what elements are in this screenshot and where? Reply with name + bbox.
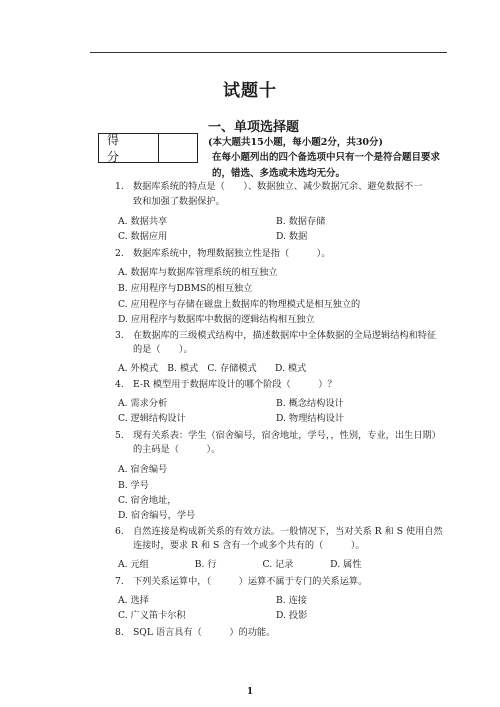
question-text: SQL 语言具有（ ）的功能。 bbox=[133, 627, 276, 638]
question-text: 的主码是（ ）。 bbox=[133, 444, 221, 455]
option-d: D. 数据 bbox=[276, 231, 308, 242]
question-number: 4. bbox=[115, 379, 124, 390]
option-d: D. 应用程序与数据库中数据的逻辑结构相互独立 bbox=[118, 314, 315, 325]
option-b: B. 应用程序与DBMS的相互独立 bbox=[118, 283, 253, 294]
section-instruction: 在每小题列出的四个备选项中只有一个是符合题目要求的，错选、多选或未选均无分。 bbox=[212, 152, 441, 179]
option-b: B. 学号 bbox=[118, 480, 149, 491]
question-number: 6. bbox=[115, 526, 124, 537]
question-text: 在数据库的三级模式结构中，描述数据库中全体数据的全局逻辑结构和特征 bbox=[133, 330, 437, 341]
question-text: 现有关系表：学生（宿舍编号，宿舍地址，学号，，性别，专业，出生日期） bbox=[133, 430, 441, 441]
score-label: 得 分 bbox=[99, 134, 159, 162]
score-box bbox=[98, 133, 198, 163]
question-number: 3. bbox=[115, 330, 124, 341]
option-a: A. 数据共享 bbox=[118, 216, 168, 227]
option-line: A. 外模式 B. 模式 C. 存储模式 D. 模式 bbox=[118, 363, 307, 374]
question-number: 7. bbox=[115, 576, 124, 587]
option-d: D. 宿舍编号，学号 bbox=[118, 510, 196, 521]
option-b: B. 概念结构设计 bbox=[276, 398, 344, 409]
option-b: B. 数据存储 bbox=[276, 216, 326, 227]
question-text: 数据库系统的特点是（ ）、数据独立、减少数据冗余、避免数据不一 bbox=[133, 181, 423, 192]
option-a: A. 选择 bbox=[118, 595, 149, 606]
option-c: C. 逻辑结构设计 bbox=[118, 413, 186, 424]
option-c: C. 数据应用 bbox=[118, 231, 168, 242]
question-number: 8. bbox=[115, 627, 124, 638]
question-text: 连接时，要求 R 和 S 含有一个或多个共有的（ ）。 bbox=[133, 540, 365, 551]
option-line: A. 元组 B. 行 C. 记录 D. 属性 bbox=[118, 559, 362, 570]
question-text: 致和加强了数据保护。 bbox=[133, 196, 225, 207]
option-a: A. 需求分析 bbox=[118, 398, 168, 409]
option-b: B. 连接 bbox=[276, 595, 307, 606]
page-number: 1 bbox=[246, 687, 254, 697]
option-c: C. 广义笛卡尔积 bbox=[118, 610, 186, 621]
question-text: 的是（ ）。 bbox=[133, 344, 193, 355]
option-c: C. 应用程序与存储在磁盘上数据库的物理模式是相互独立的 bbox=[118, 299, 361, 310]
question-text: 自然连接是构成新关系的有效方法。一般情况下，当对关系 R 和 S 使用自然 bbox=[133, 526, 443, 537]
question-text: 下列关系运算中，（ ）运算不属于专门的关系运算。 bbox=[133, 576, 368, 587]
question-number: 1. bbox=[115, 181, 124, 192]
exam-title: 试题十 bbox=[223, 81, 277, 101]
header-rule bbox=[90, 52, 447, 53]
question-number: 2. bbox=[115, 248, 124, 259]
option-d: D. 物理结构设计 bbox=[276, 413, 345, 424]
question-text: E-R 模型用于数据库设计的哪个阶段（ ）？ bbox=[133, 379, 337, 390]
question-number: 5. bbox=[115, 430, 124, 441]
option-c: C. 宿舍地址， bbox=[118, 495, 177, 506]
score-value-cell bbox=[159, 134, 197, 162]
section-title: 一、单项选择题 bbox=[208, 120, 300, 135]
section-note: (本大题共15小题，每小题2分，共30分) bbox=[208, 137, 384, 148]
option-a: A. 数据库与数据库管理系统的相互独立 bbox=[118, 267, 278, 278]
option-a: A. 宿舍编号 bbox=[118, 464, 168, 475]
question-text: 数据库系统中，物理数据独立性是指（ ）。 bbox=[133, 248, 331, 259]
option-d: D. 投影 bbox=[276, 610, 308, 621]
